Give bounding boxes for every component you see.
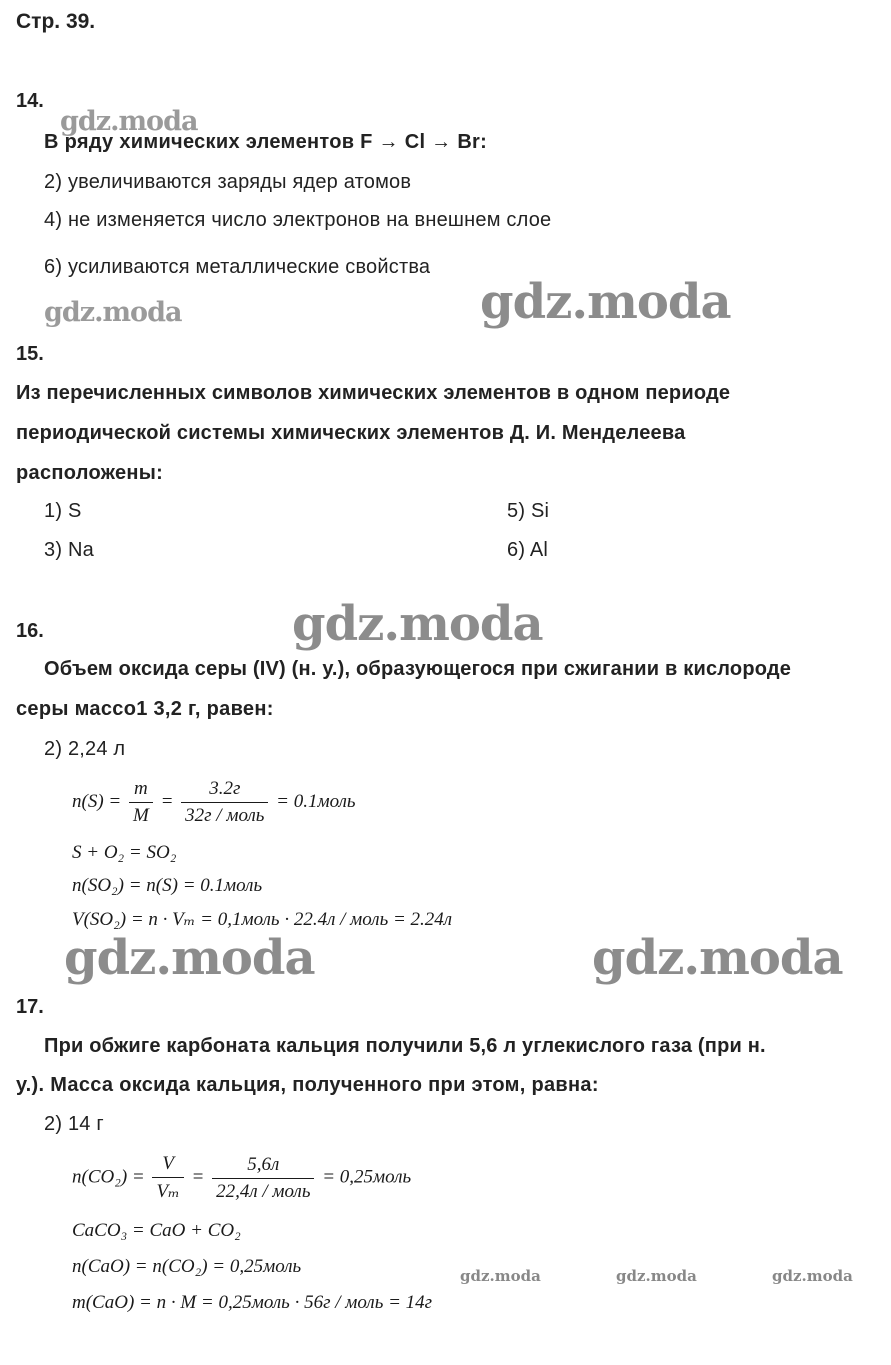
denominator: 32г / моль [185,805,265,826]
q16-answer: 2) 2,24 л [44,738,126,760]
numerator: V [152,1153,183,1178]
watermark: gdz.moda [460,1267,541,1285]
q14-number: 14. [16,90,44,112]
q15-number: 15. [16,343,44,365]
q17-question-line-1: При обжиге карбоната кальция получили 5,6 л углекислого газа (при н. [44,1035,766,1057]
q14-question: В ряду химических элементов F → Cl → Br: [44,131,488,153]
watermark: gdz.moda [772,1267,853,1285]
watermark: gdz.moda [64,930,315,986]
q16-formula-4: V(SO₂) = n · Vₘ = 0,1моль · 22.4л / моль = 2.24л [72,909,453,930]
q17-formula-3: n(CaO) = n(CO₂) = 0,25моль [72,1256,302,1277]
fraction [152,1153,183,1203]
page-label: Стр. 39. [16,10,96,33]
fraction [212,1154,314,1203]
q15-question-line-3: расположены: [16,462,164,484]
formula-rhs: = 0,25моль [322,1166,412,1188]
q17-number: 17. [16,996,44,1018]
q16-formula-2: S + O₂ = SO₂ [72,842,177,863]
watermark: gdz.moda [292,596,543,652]
q15-answer-left-2: 3) Na [44,539,94,561]
formula-rhs: = 0.1моль [276,790,356,812]
formula-eq: = [191,1166,205,1188]
denominator: M [132,805,149,826]
watermark: gdz.moda [616,1267,697,1285]
denominator: 22,4л / моль [216,1180,311,1202]
formula-eq: = [160,790,174,812]
fraction [181,778,268,827]
q17-formula-1 [72,1153,411,1203]
q16-question-line-1: Объем оксида серы (IV) (н. у.), образующегося при сжигании в кислороде [44,658,792,680]
watermark: gdz.moda [60,106,198,137]
numerator: m [129,778,153,803]
q15-question-line-2: периодической системы химических элементов Д. И. Менделеева [16,422,686,444]
q17-formula-2: CaCO₃ = CaO + CO₂ [72,1220,241,1241]
fraction [129,778,153,827]
q16-formula-1 [72,778,356,827]
watermark: gdz.moda [592,930,843,986]
numerator: 5,6л [212,1154,314,1179]
numerator: 3.2г [181,778,268,803]
denominator: Vₘ [156,1181,180,1202]
q16-formula-3: n(SO₂) = n(S) = 0.1моль [72,875,263,896]
q14-answer-2: 4) не изменяется число электронов на внешнем слое [44,209,552,231]
q15-question-line-1: Из перечисленных символов химических элементов в одном периоде [16,382,731,404]
watermark: gdz.moda [44,297,182,328]
q14-answer-1: 2) увеличиваются заряды ядер атомов [44,171,412,193]
formula-lhs: n(CO₂) = [72,1166,145,1188]
q15-answer-left-1: 1) S [44,500,82,522]
q16-number: 16. [16,620,44,642]
watermark: gdz.moda [480,274,731,330]
q17-question-line-2: у.). Масса оксида кальция, полученного при этом, равна: [16,1074,599,1096]
q16-question-line-2: серы массо1 3,2 г, равен: [16,698,274,720]
formula-lhs: n(S) = [72,790,122,812]
q14-answer-3: 6) усиливаются металлические свойства [44,256,431,278]
q17-answer: 2) 14 г [44,1113,104,1135]
q15-answer-right-1: 5) Si [507,500,550,522]
q15-answer-right-2: 6) Al [507,539,549,561]
q17-formula-4: m(CaO) = n · M = 0,25моль · 56г / моль = 14г [72,1292,433,1313]
